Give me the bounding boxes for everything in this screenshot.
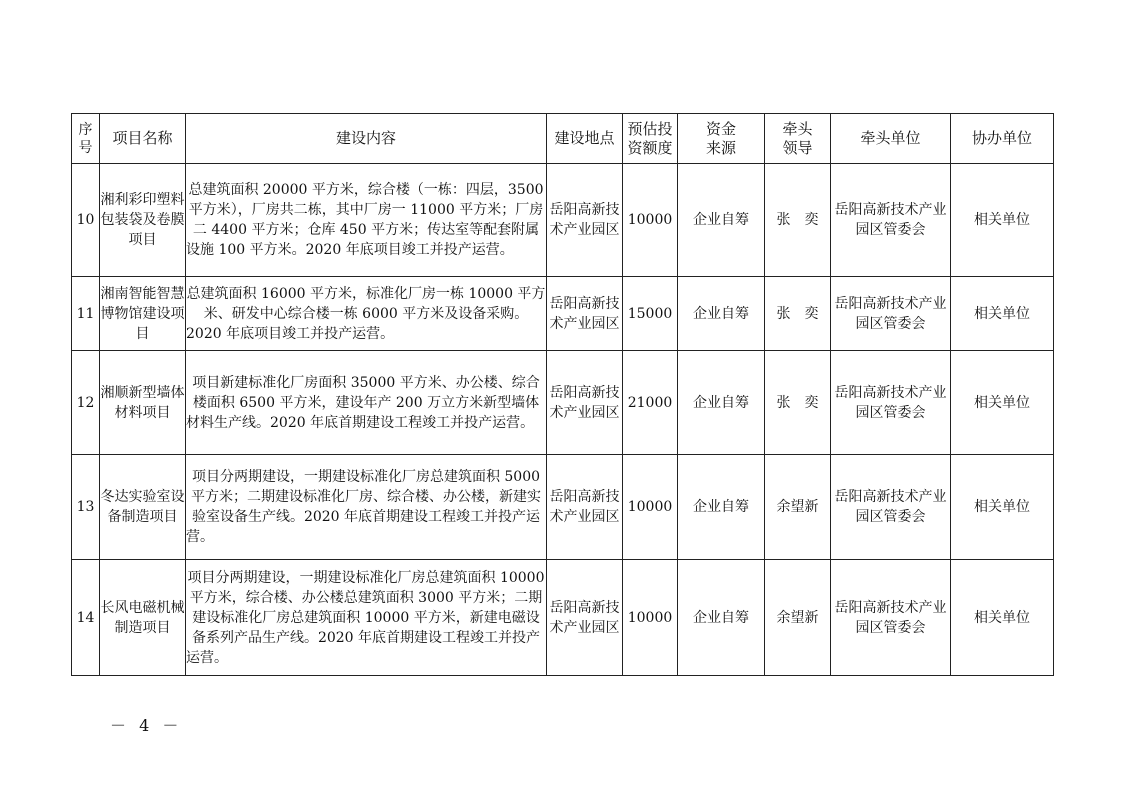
table-header-row	[72, 114, 1054, 164]
header-assist-unit: 协办单位	[951, 114, 1054, 164]
cell-location: 岳阳高新技术产业园区	[547, 351, 623, 455]
cell-lead-unit: 岳阳高新技术产业园区管委会	[831, 277, 951, 351]
page-number: － 4 －	[110, 716, 183, 735]
cell-lead-unit: 岳阳高新技术产业园区管委会	[831, 560, 951, 676]
cell-fund-source: 企业自筹	[678, 351, 765, 455]
header-seq: 序号	[72, 114, 100, 164]
cell-seq: 11	[72, 277, 100, 351]
cell-content: 项目分两期建设，一期建设标准化厂房总建筑面积 10000 平方米，综合楼、办公楼总建筑面积 3000 平方米；二期建设标准化厂房总建筑面积 10000 平方米，新建电磁设备系列产品生产线。2020 年底首期建设工程竣工并投产运营。	[186, 560, 547, 676]
cell-investment: 10000	[623, 455, 678, 560]
cell-project-name: 冬达实验室设备制造项目	[100, 455, 186, 560]
cell-assist-unit: 相关单位	[951, 351, 1054, 455]
cell-location: 岳阳高新技术产业园区	[547, 164, 623, 277]
cell-leader: 张 奕	[765, 351, 831, 455]
cell-fund-source: 企业自筹	[678, 560, 765, 676]
cell-seq: 14	[72, 560, 100, 676]
cell-assist-unit: 相关单位	[951, 560, 1054, 676]
cell-location: 岳阳高新技术产业园区	[547, 560, 623, 676]
cell-lead-unit: 岳阳高新技术产业园区管委会	[831, 164, 951, 277]
cell-investment: 21000	[623, 351, 678, 455]
header-fund-source: 资金来源	[678, 114, 765, 164]
cell-investment: 10000	[623, 164, 678, 277]
cell-project-name: 湘南智能智慧博物馆建设项目	[100, 277, 186, 351]
cell-project-name: 湘顺新型墙体材料项目	[100, 351, 186, 455]
cell-fund-source: 企业自筹	[678, 164, 765, 277]
cell-seq: 13	[72, 455, 100, 560]
cell-lead-unit: 岳阳高新技术产业园区管委会	[831, 351, 951, 455]
table-row	[72, 351, 1054, 455]
header-content: 建设内容	[186, 114, 547, 164]
cell-content: 总建筑面积 16000 平方米，标准化厂房一栋 10000 平方米、研发中心综合楼一栋 6000 平方米及设备采购。2020 年底项目竣工并投产运营。	[186, 277, 547, 351]
cell-assist-unit: 相关单位	[951, 277, 1054, 351]
cell-fund-source: 企业自筹	[678, 277, 765, 351]
header-investment: 预估投资额度	[623, 114, 678, 164]
cell-lead-unit: 岳阳高新技术产业园区管委会	[831, 455, 951, 560]
cell-seq: 10	[72, 164, 100, 277]
cell-content: 总建筑面积 20000 平方米，综合楼（一栋：四层，3500 平方米），厂房共二栋，其中厂房一 11000 平方米；厂房二 4400 平方米；仓库 450 平方米；传达室等配套附属设施 100 平方米。2020 年底项目竣工并投产运营。	[186, 164, 547, 277]
cell-assist-unit: 相关单位	[951, 455, 1054, 560]
cell-leader: 余望新	[765, 455, 831, 560]
cell-investment: 15000	[623, 277, 678, 351]
cell-leader: 余望新	[765, 560, 831, 676]
header-lead-unit: 牵头单位	[831, 114, 951, 164]
cell-assist-unit: 相关单位	[951, 164, 1054, 277]
header-location: 建设地点	[547, 114, 623, 164]
project-table	[71, 113, 1054, 676]
cell-content: 项目分两期建设，一期建设标准化厂房总建筑面积 5000 平方米；二期建设标准化厂房、综合楼、办公楼，新建实验室设备生产线。2020 年底首期建设工程竣工并投产运营。	[186, 455, 547, 560]
cell-content: 项目新建标准化厂房面积 35000 平方米、办公楼、综合楼面积 6500 平方米，建设年产 200 万立方米新型墙体材料生产线。2020 年底首期建设工程竣工并投产运营。	[186, 351, 547, 455]
table-row	[72, 455, 1054, 560]
cell-location: 岳阳高新技术产业园区	[547, 455, 623, 560]
cell-project-name: 湘利彩印塑料包装袋及卷膜项目	[100, 164, 186, 277]
cell-fund-source: 企业自筹	[678, 455, 765, 560]
cell-leader: 张 奕	[765, 164, 831, 277]
table-row	[72, 560, 1054, 676]
header-name: 项目名称	[100, 114, 186, 164]
cell-seq: 12	[72, 351, 100, 455]
table-row	[72, 277, 1054, 351]
header-leader: 牵头领导	[765, 114, 831, 164]
cell-investment: 10000	[623, 560, 678, 676]
cell-project-name: 长风电磁机械制造项目	[100, 560, 186, 676]
cell-location: 岳阳高新技术产业园区	[547, 277, 623, 351]
table-row	[72, 164, 1054, 277]
cell-leader: 张 奕	[765, 277, 831, 351]
